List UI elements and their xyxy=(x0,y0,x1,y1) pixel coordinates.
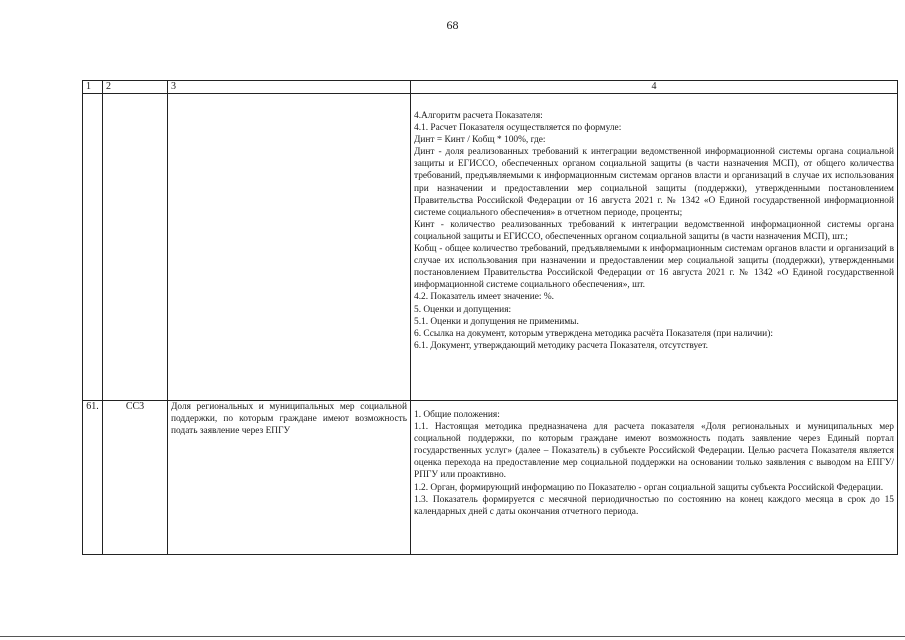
row1-code-cell xyxy=(103,94,168,401)
table-row xyxy=(83,94,898,401)
table-header-row xyxy=(83,81,898,94)
method-line: 4.1. Расчет Показателя осуществляется по формуле: xyxy=(414,123,622,134)
methodology-table xyxy=(82,80,898,555)
method-line: 1.2. Орган, формирующий информацию по Показателю - орган социальной защиты субъекта Российской Федерации. xyxy=(414,482,884,493)
scan-edge-line xyxy=(0,636,905,637)
method-line: 6.1. Документ, утверждающий методику расчета Показателя, отсутствует. xyxy=(414,340,708,351)
row2-indicator-cell: Доля региональных и муниципальных мер социальной поддержки, по которым граждане имеют возможность подать заявление через ЕПГУ xyxy=(168,401,411,555)
method-line: 1.1. Настоящая методика предназначена для расчета показателя «Доля региональных и муниципальных мер социальной поддержки, по которым граждане имеют возможность подать заявление через Единый портал государственных услуг» (далее – Показатель) в субъекте Российской Федерации. Целью расчета Показателя является оценка перехода на предоставление мер социальной поддержки на основании только заявления с выводом на ЕПГУ/РПГУ или проактивно. xyxy=(414,422,894,481)
method-line: 4.Алгоритм расчета Показателя: xyxy=(414,111,543,121)
method-line: 1. Общие положения: xyxy=(414,410,500,420)
row2-code-cell: СС3 xyxy=(103,401,168,555)
row2-number-cell: 61. xyxy=(83,401,103,555)
header-col-2: 2 xyxy=(103,81,168,94)
method-line: Динт - доля реализованных требований к интеграции ведомственной информационной системы органа социальной защиты и ЕГИССО, обеспеченных органом социальной защиты (в части назначения МСП), от общего количества требований, предъявляемыми к информационным системам органов власти и организаций в случае их использования при назначении и предоставлении мер социальной защиты (поддержки), утвержденными постановлением Правительства Российской Федерации от 16 августа 2021 г. № 1342 «О Единой государственной информационной системе социального обеспечения» в отчетном периоде, проценты; xyxy=(414,147,894,218)
header-col-3: 3 xyxy=(168,81,411,94)
method-line: 6. Ссылка на документ, которым утверждена методика расчёта Показателя (при наличии): xyxy=(414,328,773,339)
method-line: 5.1. Оценки и допущения не применимы. xyxy=(414,316,579,327)
method-line: 4.2. Показатель имеет значение: %. xyxy=(414,292,555,303)
method-line: Кобщ - общее количество требований, предъявляемыми к информационным системам органов власти и организаций в случае их использования при назначении и предоставлении мер социальной защиты (поддержки), утвержденными постановлением Правительства Российской Федерации от 16 августа 2021 г. № 1342 «О Единой государственной информационной системе социального обеспечения», шт. xyxy=(414,244,894,291)
method-line: Кинт - количество реализованных требований к интеграции ведомственной информационной системы органа социальной защиты и ЕГИССО, обеспеченных органом социальной защиты (в части назначения МСП), шт.; xyxy=(414,219,894,242)
header-col-4: 4 xyxy=(411,81,898,94)
row1-indicator-cell xyxy=(168,94,411,401)
row2-method-cell xyxy=(411,401,898,555)
method-line: 5. Оценки и допущения: xyxy=(414,304,512,315)
page-number: 68 xyxy=(446,18,459,32)
method-line: 1.3. Показатель формируется с месячной периодичностью по состоянию на конец каждого месяца в срок до 15 календарных дней с даты окончания отчетного периода. xyxy=(414,494,894,517)
row1-number-cell xyxy=(83,94,103,401)
table-row xyxy=(83,401,898,555)
row1-method-cell xyxy=(411,94,898,401)
method-line: Динт = Кинт / Кобщ * 100%, где: xyxy=(414,135,546,146)
header-col-1: 1 xyxy=(83,81,103,94)
